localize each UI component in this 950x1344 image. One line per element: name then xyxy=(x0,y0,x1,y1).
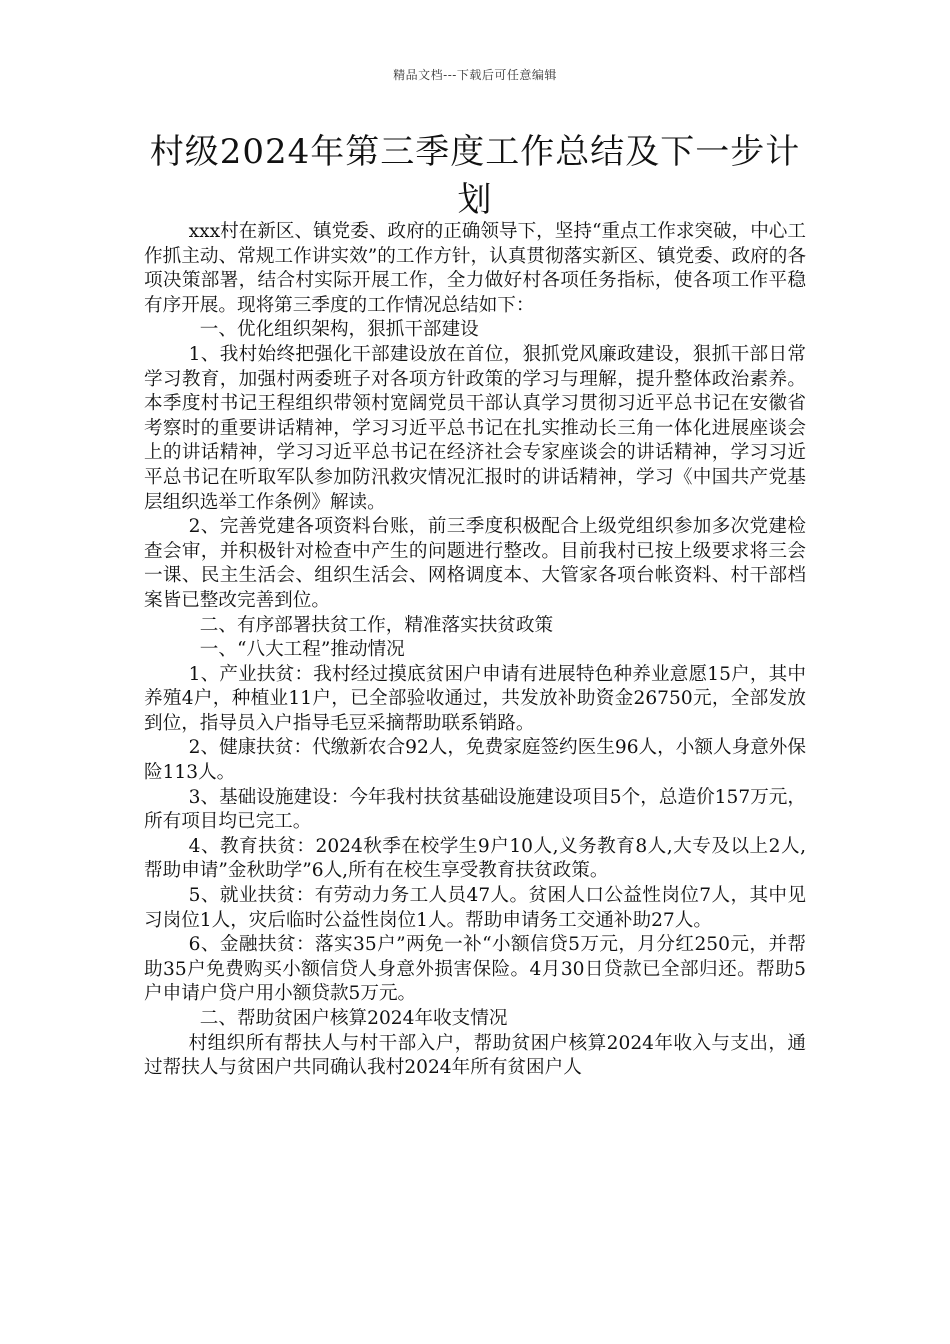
header-note: 精品文档---下载后可任意编辑 xyxy=(393,68,557,82)
body-paragraph: 2、健康扶贫：代缴新农合92人，免费家庭签约医生96人，小额人身意外保险113人。 xyxy=(144,737,806,784)
body-paragraph: 5、就业扶贫：有劳动力务工人员47人。贫困人口公益性岗位7人，其中见习岗位1人，灾后临时公益性岗位1人。帮助申请务工交通补助27人。 xyxy=(144,885,806,931)
body-paragraph: 1、我村始终把强化干部建设放在首位，狠抓党风廉政建设，狠抓干部日常学习教育，加强村两委班子对各项方针政策的学习与理解，提升整体政治素养。本季度村书记王程组织带领村宽阔党员干部认真学习贯彻习近平总书记在安徽省考察时的重要讲话精神，学习习近平总书记在扎实推动长三角一体化进展座谈会上的讲话精神，学习习近平总书记在经济社会专家座谈会的讲话精神，学习习近平总书记在听取军队参加防汛救灾情况汇报时的讲话精神，学习《中国共产党基层组织选举工作条例》解读。 xyxy=(144,343,806,513)
document-body xyxy=(144,220,806,1081)
body-paragraph: 6、金融扶贫：落实35户”两免一补“小额信贷5万元，月分红250元，并帮助35户免费购买小额信贷人身意外损害保险。4月30日贷款已全部归还。帮助5户申请户贷户用小额贷款5万元。 xyxy=(144,934,806,1005)
body-paragraph: 1、产业扶贫：我村经过摸底贫困户申请有进展特色种养业意愿15户，其中养殖4户，种植业11户，已全部验收通过，共发放补助资金26750元，全部发放到位，指导员入户指导毛豆采摘帮助联系销路。 xyxy=(144,663,806,734)
intro-paragraph: xxx村在新区、镇党委、政府的正确领导下，坚持“重点工作求突破，中心工作抓主动、常规工作讲实效”的工作方针，认真贯彻落实新区、镇党委、政府的各项决策部署，结合村实际开展工作，全力做好村各项任务指标，使各项工作平稳有序开展。现将第三季度的工作情况总结如下： xyxy=(144,221,806,316)
body-paragraph: 3、基础设施建设：今年我村扶贫基础设施建设项目5个，总造价157万元，所有项目均已完工。 xyxy=(144,786,806,833)
body-paragraph: 4、教育扶贫：2024秋季在校学生9户10人,义务教育8人,大专及以上2人,帮助申请”金秋助学”6人,所有在校生享受教育扶贫政策。 xyxy=(144,835,806,882)
section-heading: 一、优化组织架构，狠抓干部建设 xyxy=(199,319,479,341)
body-paragraph: 村组织所有帮扶人与村干部入户，帮助贫困户核算2024年收入与支出，通过帮扶人与贫困户共同确认我村2024年所有贫困户人 xyxy=(144,1032,806,1079)
section-heading: 二、有序部署扶贫工作，精准落实扶贫政策 xyxy=(199,614,554,636)
body-paragraph: 2、完善党建各项资料台账，前三季度积极配合上级党组织参加多次党建检查会审，并积极针对检查中产生的问题进行整改。目前我村已按上级要求将三会一课、民主生活会、组织生活会、网格调度本、大管家各项台帐资料、村干部档案皆已整改完善到位。 xyxy=(144,516,806,611)
subsection-heading: 二、帮助贫困户核算2024年收支情况 xyxy=(199,1008,508,1029)
subsection-heading: 一、“八大工程”推动情况 xyxy=(199,639,405,661)
document-title: 村级2024年第三季度工作总结及下一步计划 xyxy=(149,132,801,220)
